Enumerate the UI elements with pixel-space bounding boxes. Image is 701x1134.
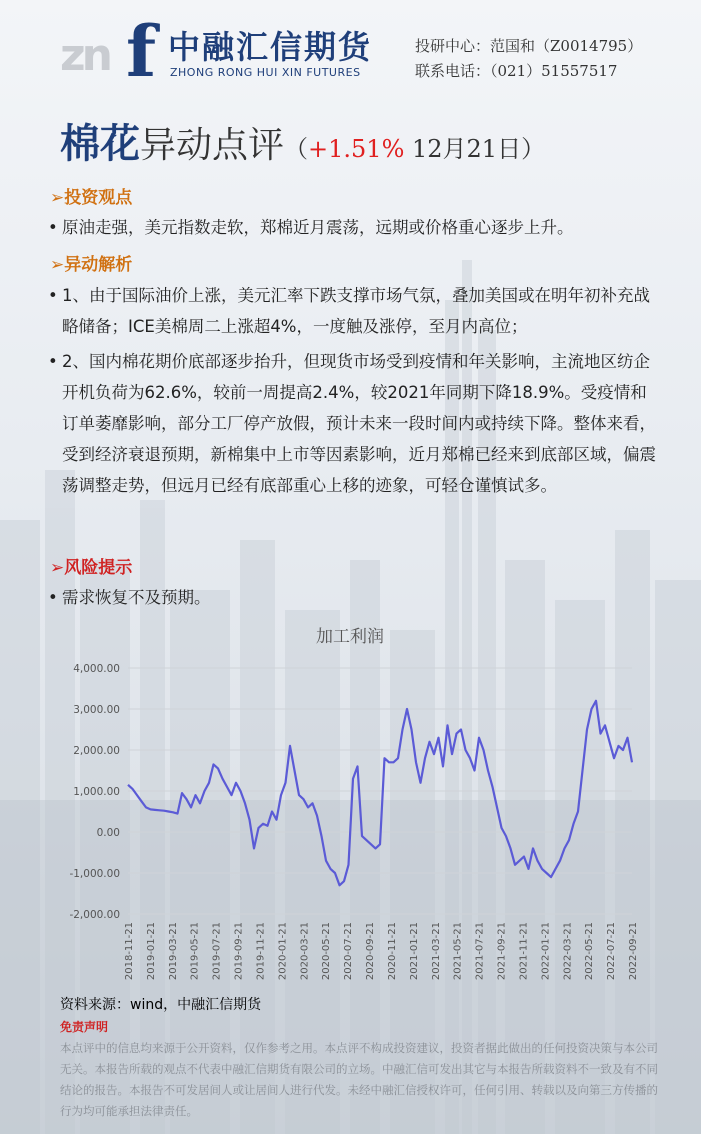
x-tick-label: 2019-01-21 — [145, 922, 157, 981]
risk-item — [48, 582, 658, 613]
company-name-en: ZHONG RONG HUI XIN FUTURES — [170, 66, 361, 79]
x-tick-label: 2022-07-21 — [606, 922, 618, 981]
chart-title: 加工利润 — [316, 627, 384, 647]
x-tick-label: 2021-11-21 — [518, 922, 530, 981]
bullet-dot: • — [48, 588, 58, 607]
section-view-title: ➢投资观点 — [50, 188, 133, 208]
y-tick-label: -1,000.00 — [69, 868, 120, 880]
bullet-dot: • — [48, 218, 58, 237]
x-tick-label: 2020-01-21 — [277, 922, 289, 981]
x-tick-label: 2021-05-21 — [452, 922, 464, 981]
analysis-item-text: 1、由于国际油价上涨，美元汇率下跌支撑市场气氛，叠加美国或在明年初补充战略储备；ICE美棉周二上涨超4%，一度触及涨停，至月内高位； — [62, 286, 650, 336]
section-analysis-title: ➢异动解析 — [50, 255, 133, 275]
bullet-dot: • — [48, 286, 58, 305]
x-tick-label: 2021-01-21 — [408, 922, 420, 981]
x-tick-label: 2021-07-21 — [474, 922, 486, 981]
series-line — [128, 701, 632, 886]
x-tick-label: 2020-07-21 — [343, 922, 355, 981]
y-tick-label: -2,000.00 — [69, 909, 120, 921]
x-tick-label: 2021-09-21 — [496, 922, 508, 981]
x-tick-label: 2019-03-21 — [167, 922, 179, 981]
x-tick-label: 2019-11-21 — [255, 922, 267, 981]
section-risk-title: ➢风险提示 — [50, 558, 133, 578]
y-tick-label: 1,000.00 — [73, 786, 120, 798]
risk-item-text: 需求恢复不及预期。 — [62, 588, 211, 607]
x-tick-label: 2019-05-21 — [189, 922, 201, 981]
x-tick-label: 2019-07-21 — [211, 922, 223, 981]
x-tick-label: 2022-01-21 — [540, 922, 552, 981]
contact-phone: 联系电话：（021）51557517 — [415, 62, 618, 80]
page-title — [60, 112, 545, 169]
y-tick-label: 4,000.00 — [73, 663, 120, 675]
x-tick-label: 2019-09-21 — [233, 922, 245, 981]
x-tick-label: 2021-03-21 — [430, 922, 442, 981]
logo-mark: zn — [60, 30, 109, 81]
data-source: 资料来源：wind，中融汇信期货 — [60, 997, 262, 1013]
analysis-item-text: 2、国内棉花期价底部逐步抬升，但现货市场受到疫情和年关影响，主流地区纺企开机负荷为62.6%，较前一周提高2.4%，较2021年同期下降18.9%。受疫情和订单萎靡影响，部分工厂停产放假，预计未来一段时间内或持续下降。整体来看，受到经济衰退预期，新棉集中上市等因素影响，近月郑棉已经来到底部区域，偏震荡调整走势，但远月已经有底部重心上移的迹象，可轻仓谨慎试多。 — [62, 352, 656, 495]
disclaimer-title: 免责声明 — [60, 1020, 109, 1034]
x-tick-label: 2020-09-21 — [365, 922, 377, 981]
analysis-item — [48, 346, 658, 501]
y-tick-label: 3,000.00 — [73, 704, 120, 716]
x-tick-label: 2020-05-21 — [321, 922, 333, 981]
x-tick-label: 2022-05-21 — [584, 922, 596, 981]
research-center: 投研中心：范国和（Z0014795） — [415, 37, 643, 55]
analysis-item — [48, 280, 658, 342]
title-kind: 异动点评 — [140, 125, 285, 166]
view-item-text: 原油走强，美元指数走软，郑棉近月震荡，远期或价格重心逐步上升。 — [62, 218, 574, 237]
title-paren: （ — [284, 135, 309, 163]
title-change: +1.51% — [308, 135, 405, 163]
x-tick-label: 2020-11-21 — [386, 922, 398, 981]
y-tick-label: 0.00 — [96, 827, 120, 839]
x-tick-label: 2018-11-21 — [124, 922, 135, 981]
x-tick-label: 2020-03-21 — [299, 922, 311, 981]
contact-info — [415, 34, 642, 84]
company-name-cn: 中融汇信期货 — [168, 28, 373, 66]
company-logo — [60, 10, 380, 93]
x-tick-label: 2022-03-21 — [562, 922, 574, 981]
view-item — [48, 212, 658, 243]
logo-mark-f: f — [126, 10, 157, 93]
disclaimer-text: 本点评中的信息均来源于公开资料，仅作参考之用。本点评不构成投资建议，投资者据此做出的任何投资决策与本公司无关。本报告所载的观点不代表中融汇信期货有限公司的立场。中融汇信可发出其它与本报告所载资料不一致及有不同结论的报告。本报告不可发居间人或让居间人进行代发。未经中融汇信授权许可，任何引用、转载以及向第三方传播的行为均可能承担法律责任。 — [60, 1041, 658, 1118]
bullet-dot: • — [48, 352, 58, 371]
title-date: 12月21日） — [404, 135, 546, 163]
y-tick-label: 2,000.00 — [73, 745, 120, 757]
x-tick-label: 2022-09-21 — [628, 922, 639, 981]
processing-profit-chart — [60, 620, 660, 990]
title-commodity: 棉花 — [60, 120, 140, 167]
